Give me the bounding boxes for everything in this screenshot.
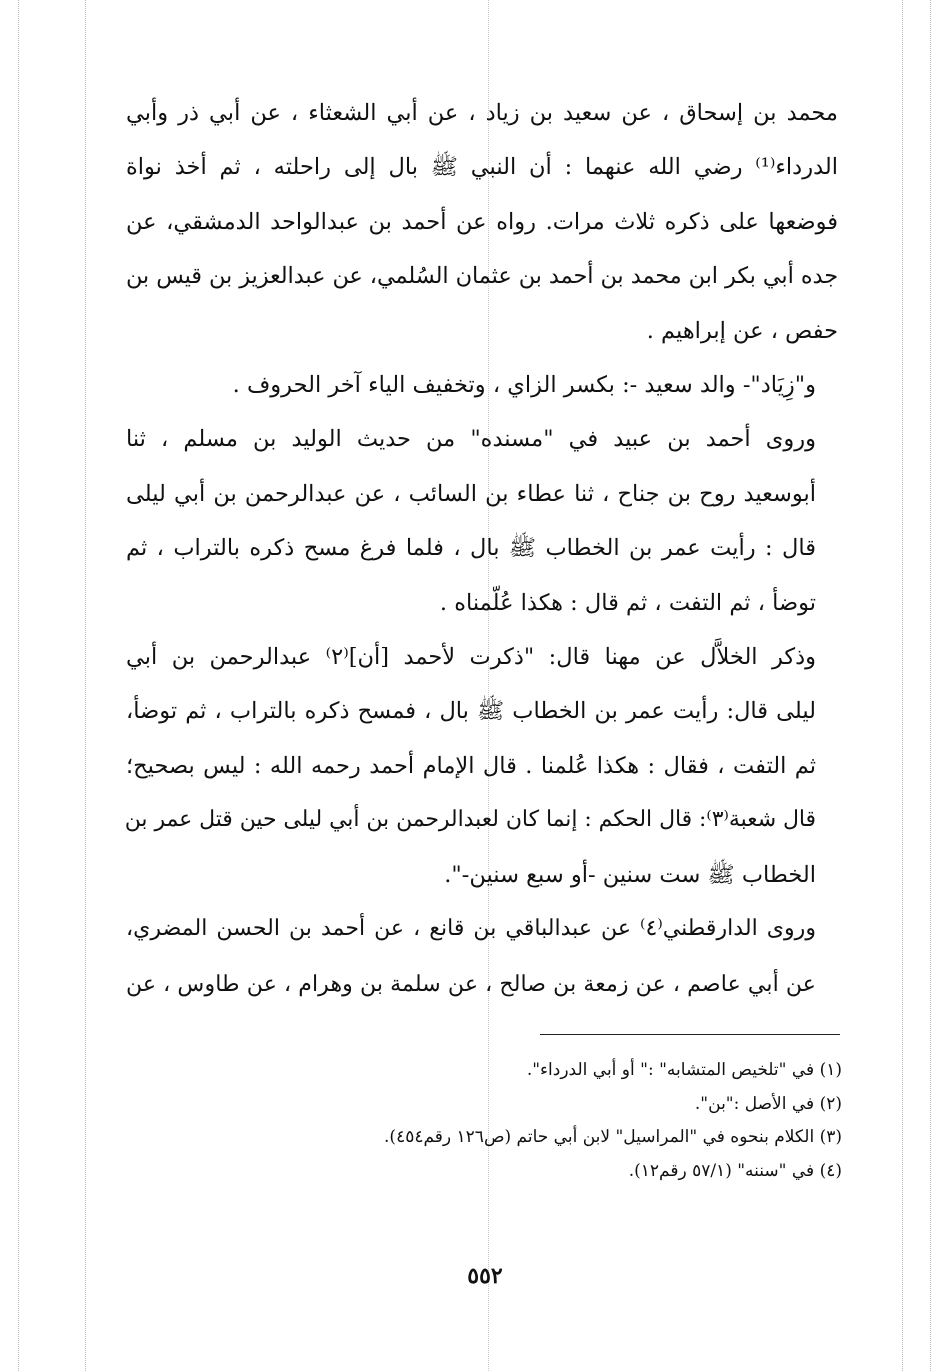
text-line: وذكر الخلاَّل عن مهنا قال: "ذكرت لأحمد [أن]⁽٢⁾ عبدالرحمن بن أبي: [126, 644, 817, 671]
footnotes: [300, 1054, 842, 1188]
text-line: وروى أحمد بن عبيد في "مسنده" من حديث الوليد بن مسلم ، ثنا: [126, 426, 816, 453]
text-line: أبوسعيد روح بن جناح ، ثنا عطاء بن السائب ، عن عبدالرحمن بن أبي ليلى: [126, 480, 816, 507]
paragraph: [126, 358, 838, 412]
footnote-divider: [540, 1034, 840, 1035]
text-line: ليلى قال: رأيت عمر بن الخطاب ﷺ بال ، فمسح ذكره بالتراب ، ثم توضأ،: [126, 698, 816, 725]
text-line: عن أبي عاصم ، عن زمعة بن صالح ، عن سلمة بن وهرام ، عن طاوس ، عن: [125, 970, 816, 997]
paragraph: [126, 630, 838, 902]
paragraph: [126, 412, 838, 630]
text-line: جده أبي بكر ابن محمد بن أحمد بن عثمان السُلمي، عن عبدالعزيز بن قيس بن: [126, 263, 838, 290]
text-line: حفص ، عن إبراهيم .: [646, 317, 838, 344]
scan-artifact-line: [902, 0, 903, 1371]
text-line: الدرداء⁽¹⁾ رضي الله عنهما : أن النبي ﷺ بال إلى راحلته ، ثم أخذ نواة: [126, 154, 838, 181]
page-number: ٥٥٢: [467, 1263, 503, 1289]
text-line: الخطاب ﷺ ست سنين -أو سبع سنين-".: [444, 861, 816, 888]
scan-artifact-line: [930, 0, 931, 1371]
text-line: فوضعها على ذكره ثلاث مرات. رواه عن أحمد بن عبدالواحد الدمشقي، عن: [126, 208, 838, 235]
footnote: (٤) في "سننه" (٥٧/١ رقم١٢).: [628, 1160, 842, 1181]
footnote: (١) في "تلخيص المتشابه" :" أو أبي الدرداء".: [526, 1060, 842, 1080]
paragraph: [126, 86, 838, 358]
footnote: (٣) الكلام بنحوه في "المراسيل" لابن أبي حاتم (ص١٢٦ رقم٤٥٤).: [384, 1127, 842, 1147]
text-line: توضأ ، ثم التفت ، ثم قال : هكذا عُلّمناه .: [439, 589, 816, 616]
text-line: محمد بن إسحاق ، عن سعيد بن زياد ، عن أبي الشعثاء ، عن أبي ذر وأبي: [126, 100, 838, 126]
text-line: و"زِيَاد"- والد سعيد -: بكسر الزاي ، وتخفيف الياء آخر الحروف .: [232, 372, 816, 399]
scan-artifact-line: [18, 0, 19, 1371]
paragraph: [126, 902, 838, 1011]
scan-artifact-line: [85, 0, 86, 1371]
text-line: قال شعبة⁽٣⁾: قال الحكم : إنما كان لعبدالرحمن بن أبي ليلى حين قتل عمر بن: [124, 807, 816, 833]
text-line: قال : رأيت عمر بن الخطاب ﷺ بال ، فلما فرغ مسح ذكره بالتراب ، ثم: [126, 535, 816, 562]
text-line: ثم التفت ، فقال : هكذا عُلمنا . قال الإمام أحمد رحمه الله : ليس بصحيح؛: [126, 752, 816, 779]
main-text: [126, 86, 838, 1011]
footnote: (٢) في الأصل :"بن".: [694, 1093, 842, 1114]
text-line: وروى الدارقطني⁽٤⁾ عن عبدالباقي بن قانع ، عن أحمد بن الحسن المضري،: [126, 916, 816, 942]
